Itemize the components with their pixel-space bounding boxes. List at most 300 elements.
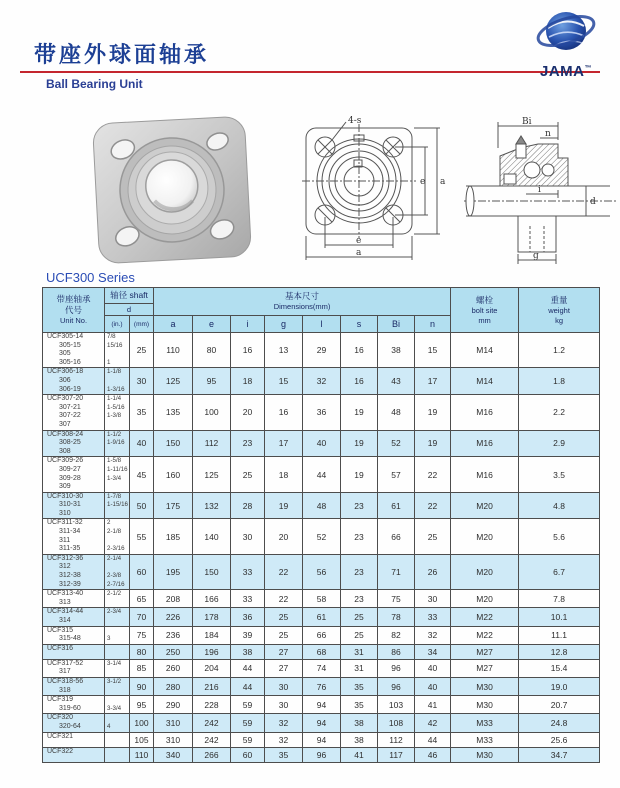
dimension-cell: 310: [154, 714, 193, 732]
shaft-mm-cell: 65: [130, 590, 154, 608]
dimension-cell: 44: [303, 457, 341, 492]
weight-cell: 4.8: [519, 492, 600, 519]
shaft-mm-header: (mm): [130, 316, 154, 333]
bearing-photo: [70, 114, 272, 264]
table-row: [43, 368, 600, 395]
dimension-cell: 16: [341, 368, 378, 395]
shaft-in-line: [105, 448, 129, 457]
shaft-in-line: [105, 696, 129, 705]
shaft-in-line: [105, 599, 129, 608]
dimension-cell: 22: [415, 457, 451, 492]
dimension-cell: 15: [415, 333, 451, 368]
shaft-in-cell: [105, 626, 130, 644]
shaft-in-line: 2: [107, 519, 111, 527]
dimension-cell: 150: [154, 430, 193, 457]
dimension-cell: 204: [193, 659, 231, 677]
shaft-in-line: [105, 421, 129, 430]
shaft-header: 轴径 shaft: [105, 288, 154, 304]
shaft-in-cell: [105, 492, 130, 519]
dim-col-header: Bi: [378, 316, 415, 333]
bolt-size-cell: M30: [451, 747, 519, 762]
unit-no-cell: [43, 659, 105, 677]
shaft-mm-cell: 80: [130, 644, 154, 659]
dimension-cell: 195: [154, 554, 193, 589]
shaft-in-line: 15/16: [107, 341, 123, 349]
bolt-header-en: bolt site: [471, 305, 498, 315]
dim-col-header: s: [341, 316, 378, 333]
shaft-in-line: 2-1/4: [107, 554, 122, 562]
unit-no-cell: [43, 714, 105, 732]
shaft-in-line: [105, 748, 129, 757]
shaft-mm-cell: 40: [130, 430, 154, 457]
table-row: [43, 677, 600, 695]
dimension-cell: 60: [231, 747, 265, 762]
shaft-in-line: 2-1/8: [107, 528, 122, 536]
weight-cell: 19.0: [519, 677, 600, 695]
front-dim-e-right: e: [420, 177, 426, 187]
figures-row: [0, 108, 620, 266]
shaft-in-line: 2-3/8: [107, 572, 122, 580]
dimension-cell: 110: [154, 333, 193, 368]
bolt-size-cell: M30: [451, 696, 519, 714]
dimension-cell: 36: [231, 608, 265, 626]
unit-no-line: 312: [59, 563, 71, 571]
unit-no-line: 317: [59, 668, 71, 676]
weight-cell: 11.1: [519, 626, 600, 644]
shaft-mm-cell: 35: [130, 395, 154, 430]
unit-no-line: UCF312-36: [47, 554, 84, 562]
weight-cell: 5.6: [519, 519, 600, 554]
dimension-cell: 52: [303, 519, 341, 554]
dimension-cell: 175: [154, 492, 193, 519]
bolt-header-unit: mm: [478, 315, 491, 325]
dimension-cell: 44: [231, 677, 265, 695]
dimension-cell: 95: [193, 368, 231, 395]
unit-no-header: [43, 288, 105, 333]
dimension-cell: 125: [154, 368, 193, 395]
dimension-cell: 76: [303, 677, 341, 695]
dimension-cell: 59: [231, 732, 265, 747]
dimension-cell: 35: [341, 696, 378, 714]
dimension-cell: 208: [154, 590, 193, 608]
dimension-cell: 16: [265, 395, 303, 430]
shaft-mm-cell: 75: [130, 626, 154, 644]
weight-cell: 1.8: [519, 368, 600, 395]
shaft-in-line: 1: [107, 358, 111, 366]
dimension-cell: 18: [231, 368, 265, 395]
shaft-in-line: [105, 687, 129, 696]
shaft-in-line: [105, 714, 129, 723]
dimension-cell: 150: [193, 554, 231, 589]
table-header: [43, 288, 600, 333]
dimension-cell: 48: [378, 395, 415, 430]
unit-no-line: 312-38: [59, 572, 81, 580]
dimension-cell: 280: [154, 677, 193, 695]
series-title: UCF300 Series: [46, 270, 135, 285]
dimension-cell: 140: [193, 519, 231, 554]
shaft-mm-cell: 55: [130, 519, 154, 554]
dimension-cell: 94: [303, 732, 341, 747]
section-dim-n: n: [545, 129, 551, 139]
table-row: [43, 732, 600, 747]
dimension-cell: 30: [415, 590, 451, 608]
dimension-cell: 41: [341, 747, 378, 762]
unit-no-line: 307: [59, 420, 71, 428]
globe-icon: [534, 6, 598, 58]
dimension-cell: 20: [265, 519, 303, 554]
unit-no-line: 309: [59, 483, 71, 491]
section-view-drawing: [460, 114, 620, 266]
unit-no-line: UCF305-14: [47, 333, 84, 340]
shaft-in-line: 1-5/16: [107, 403, 125, 411]
dimension-cell: 31: [341, 644, 378, 659]
weight-cell: 7.8: [519, 590, 600, 608]
unit-no-line: 311-35: [59, 545, 81, 553]
shaft-in-line: 1-3/16: [107, 385, 125, 393]
unit-no-line: UCF310-30: [47, 492, 84, 500]
dimension-cell: 112: [378, 732, 415, 747]
unit-no-cell: [43, 457, 105, 492]
dimension-cell: 94: [303, 696, 341, 714]
unit-no-line: 310-31: [59, 501, 81, 509]
brand-logo: [530, 6, 602, 80]
dimension-cell: 48: [303, 492, 341, 519]
bolt-size-cell: M16: [451, 430, 519, 457]
unit-no-cell: [43, 608, 105, 626]
unit-no-line: UCF316: [47, 644, 74, 652]
shaft-in-line: 1-9/16: [107, 439, 125, 447]
unit-no-cell: [43, 430, 105, 457]
bolt-header-cn: 螺栓: [476, 294, 494, 305]
dimension-cell: 17: [415, 368, 451, 395]
weight-cell: 12.8: [519, 644, 600, 659]
bolt-size-cell: M30: [451, 677, 519, 695]
dimension-cell: 196: [193, 644, 231, 659]
bolt-size-cell: M20: [451, 519, 519, 554]
shaft-in-line: [105, 537, 129, 546]
bolt-size-cell: M33: [451, 732, 519, 747]
dimension-cell: 31: [341, 659, 378, 677]
unit-no-line: UCF315: [47, 626, 74, 634]
unit-no-line: UCF307-20: [47, 395, 84, 403]
shaft-in-cell: [105, 644, 130, 659]
dimension-cell: 38: [378, 333, 415, 368]
table-row: [43, 696, 600, 714]
dimension-cell: 57: [378, 457, 415, 492]
dimension-cell: 17: [265, 430, 303, 457]
weight-cell: 3.5: [519, 457, 600, 492]
dimension-cell: 22: [265, 554, 303, 589]
dimension-cell: 82: [378, 626, 415, 644]
unit-no-cell: [43, 492, 105, 519]
dimension-cell: 19: [341, 395, 378, 430]
dimension-cell: 66: [378, 519, 415, 554]
shaft-in-line: [105, 377, 129, 386]
unit-no-line: 306-19: [59, 385, 81, 393]
unit-no-line: 305: [59, 350, 71, 358]
bolt-size-cell: M20: [451, 590, 519, 608]
dimension-cell: 96: [303, 747, 341, 762]
weight-header-en: weight: [548, 305, 570, 315]
section-dim-i: i: [538, 185, 541, 195]
shaft-in-line: 2-1/2: [107, 590, 122, 598]
dimension-cell: 117: [378, 747, 415, 762]
unit-no-line: 310: [59, 509, 71, 517]
dimension-cell: 96: [378, 677, 415, 695]
dimension-cell: 35: [341, 677, 378, 695]
unit-no-line: 315-48: [59, 635, 81, 643]
shaft-in-line: 3-3/4: [107, 704, 122, 712]
dimension-cell: 38: [231, 644, 265, 659]
dimension-cell: 19: [415, 430, 451, 457]
weight-cell: 10.1: [519, 608, 600, 626]
unit-no-line: 305-16: [59, 358, 81, 366]
unit-no-line: 312-39: [59, 580, 81, 588]
dimension-cell: 59: [231, 714, 265, 732]
header-divider: [20, 71, 600, 73]
dimension-cell: 28: [231, 492, 265, 519]
dimension-cell: 125: [193, 457, 231, 492]
dimension-cell: 38: [341, 714, 378, 732]
bolt-size-cell: M20: [451, 492, 519, 519]
dimension-cell: 42: [415, 714, 451, 732]
shaft-in-line: 2-3/16: [107, 545, 125, 553]
shaft-in-cell: [105, 714, 130, 732]
table-row: [43, 659, 600, 677]
bolt-header: [451, 288, 519, 333]
dimension-cell: 22: [415, 492, 451, 519]
table-row: [43, 554, 600, 589]
shaft-in-line: 1-3/8: [107, 412, 122, 420]
dimension-cell: 40: [303, 430, 341, 457]
dimension-cell: 71: [378, 554, 415, 589]
shaft-in-cell: [105, 554, 130, 589]
unit-no-cell: [43, 644, 105, 659]
table-row: [43, 430, 600, 457]
dim-col-header: i: [231, 316, 265, 333]
dimension-cell: 226: [154, 608, 193, 626]
shaft-in-cell: [105, 696, 130, 714]
dimension-cell: 23: [341, 590, 378, 608]
shaft-in-line: [105, 617, 129, 626]
dimension-cell: 260: [154, 659, 193, 677]
dimension-cell: 80: [193, 333, 231, 368]
weight-cell: 6.7: [519, 554, 600, 589]
shaft-in-line: 1-1/4: [107, 395, 122, 403]
dimension-cell: 25: [341, 626, 378, 644]
unit-no-line: 311: [59, 536, 71, 544]
shaft-in-line: 3-1/2: [107, 677, 122, 685]
dims-header-en: Dimensions(mm): [273, 302, 331, 311]
dimension-cell: 25: [231, 457, 265, 492]
unit-no-line: 309-28: [59, 474, 81, 482]
dimension-cell: 27: [265, 644, 303, 659]
dimension-cell: 166: [193, 590, 231, 608]
dimension-cell: 19: [265, 492, 303, 519]
dimension-cell: 26: [415, 554, 451, 589]
dimension-cell: 25: [415, 519, 451, 554]
unit-no-line: 309-27: [59, 465, 81, 473]
bolt-size-cell: M22: [451, 608, 519, 626]
front-dim-e-bottom: e: [356, 236, 362, 246]
dimension-cell: 25: [265, 608, 303, 626]
dimension-cell: 96: [378, 659, 415, 677]
weight-cell: 1.2: [519, 333, 600, 368]
section-dim-g: g: [533, 251, 539, 261]
dimension-cell: 61: [378, 492, 415, 519]
unit-no-line: 307-22: [59, 412, 81, 420]
table-row: [43, 519, 600, 554]
unit-no-line: UCF318-56: [47, 677, 84, 685]
shaft-mm-cell: 70: [130, 608, 154, 626]
shaft-in-cell: [105, 747, 130, 762]
dimension-cell: 132: [193, 492, 231, 519]
dimension-cell: 35: [265, 747, 303, 762]
section-dim-bi: Bi: [522, 117, 532, 127]
shaft-in-cell: [105, 457, 130, 492]
weight-cell: 34.7: [519, 747, 600, 762]
shaft-in-line: 2-3/4: [107, 608, 122, 616]
dimension-cell: 135: [154, 395, 193, 430]
weight-header: [519, 288, 600, 333]
dimension-cell: 19: [415, 395, 451, 430]
unit-no-line: 319-60: [59, 704, 81, 712]
dimension-cell: 52: [378, 430, 415, 457]
dimension-cell: 178: [193, 608, 231, 626]
dimension-cell: 34: [415, 644, 451, 659]
bolt-size-cell: M14: [451, 333, 519, 368]
dimension-cell: 44: [231, 659, 265, 677]
dimension-cell: 59: [231, 696, 265, 714]
shaft-in-line: [105, 483, 129, 492]
shaft-in-line: 1-3/4: [107, 474, 122, 482]
dimension-cell: 242: [193, 732, 231, 747]
dimension-cell: 46: [415, 747, 451, 762]
dimensions-header: [154, 288, 451, 316]
unit-no-line: UCF319: [47, 696, 74, 704]
unit-no-line: 306: [59, 376, 71, 384]
dimension-cell: 23: [341, 554, 378, 589]
front-view-drawing: [288, 114, 458, 266]
unit-no-cell: [43, 696, 105, 714]
unit-no-line: UCF322: [47, 747, 74, 755]
bolt-size-cell: M22: [451, 626, 519, 644]
shaft-mm-cell: 60: [130, 554, 154, 589]
unit-no-line: UCF314-44: [47, 608, 84, 616]
unit-no-cell: [43, 333, 105, 368]
dimension-cell: 44: [415, 732, 451, 747]
table-row: [43, 590, 600, 608]
dimension-cell: 236: [154, 626, 193, 644]
shaft-in-cell: [105, 395, 130, 430]
front-dim-a-bottom: a: [356, 248, 362, 258]
dimension-cell: 32: [303, 368, 341, 395]
shaft-in-line: [105, 645, 129, 654]
table-row: [43, 395, 600, 430]
unit-no-cell: [43, 368, 105, 395]
dimension-cell: 33: [231, 590, 265, 608]
shaft-in-line: 1-11/16: [107, 465, 128, 473]
dimension-cell: 43: [378, 368, 415, 395]
shaft-mm-cell: 50: [130, 492, 154, 519]
shaft-in-line: 3-1/4: [107, 659, 122, 667]
shaft-in-cell: [105, 608, 130, 626]
dimension-cell: 40: [415, 677, 451, 695]
dimension-cell: 75: [378, 590, 415, 608]
dimension-cell: 25: [341, 608, 378, 626]
shaft-d-header: d: [105, 304, 154, 316]
shaft-in-cell: [105, 430, 130, 457]
unit-no-cell: [43, 677, 105, 695]
dimension-cell: 33: [415, 608, 451, 626]
table-row: [43, 608, 600, 626]
dimension-cell: 19: [341, 430, 378, 457]
shaft-in-line: [105, 733, 129, 742]
dimension-cell: 58: [303, 590, 341, 608]
unit-no-cell: [43, 519, 105, 554]
unit-no-line: UCF308-24: [47, 430, 84, 438]
dim-col-header: n: [415, 316, 451, 333]
shaft-in-line: 4: [107, 722, 111, 730]
unit-header-cn2: 代号: [64, 305, 82, 315]
dimension-cell: 33: [231, 554, 265, 589]
bolt-size-cell: M27: [451, 644, 519, 659]
shaft-in-header: (in.): [105, 316, 130, 333]
dimension-cell: 30: [265, 696, 303, 714]
dimension-cell: 13: [265, 333, 303, 368]
shaft-in-cell: [105, 333, 130, 368]
trademark-symbol: ™: [584, 65, 592, 72]
page-header: [0, 0, 620, 108]
unit-no-line: 308-25: [59, 439, 81, 447]
dimension-cell: 66: [303, 626, 341, 644]
dimension-cell: 108: [378, 714, 415, 732]
unit-header-en: Unit No.: [59, 316, 88, 325]
shaft-mm-cell: 100: [130, 714, 154, 732]
shaft-in-line: 1-7/8: [107, 492, 122, 500]
weight-header-cn: 重量: [550, 294, 568, 305]
dimension-cell: 30: [231, 519, 265, 554]
shaft-in-cell: [105, 519, 130, 554]
unit-no-cell: [43, 732, 105, 747]
dimension-cell: 19: [341, 457, 378, 492]
dimension-cell: 16: [341, 333, 378, 368]
shaft-in-line: 1-1/8: [107, 368, 122, 376]
dimension-cell: 250: [154, 644, 193, 659]
page-title-en: Ball Bearing Unit: [46, 77, 143, 91]
weight-cell: 20.7: [519, 696, 600, 714]
shaft-mm-cell: 25: [130, 333, 154, 368]
dimension-cell: 27: [265, 659, 303, 677]
shaft-mm-cell: 30: [130, 368, 154, 395]
dimension-cell: 20: [231, 395, 265, 430]
dimension-cell: 30: [265, 677, 303, 695]
dimension-table: [42, 287, 600, 763]
dim-col-header: l: [303, 316, 341, 333]
dimension-cell: 61: [303, 608, 341, 626]
dimension-cell: 22: [265, 590, 303, 608]
dimension-cell: 266: [193, 747, 231, 762]
dimension-cell: 32: [265, 732, 303, 747]
unit-no-cell: [43, 590, 105, 608]
unit-no-line: 314: [59, 617, 71, 624]
shaft-in-line: 1-15/16: [107, 501, 128, 509]
dimension-cell: 18: [265, 457, 303, 492]
shaft-in-cell: [105, 368, 130, 395]
dimension-cell: 340: [154, 747, 193, 762]
dimension-cell: 94: [303, 714, 341, 732]
shaft-in-cell: [105, 659, 130, 677]
